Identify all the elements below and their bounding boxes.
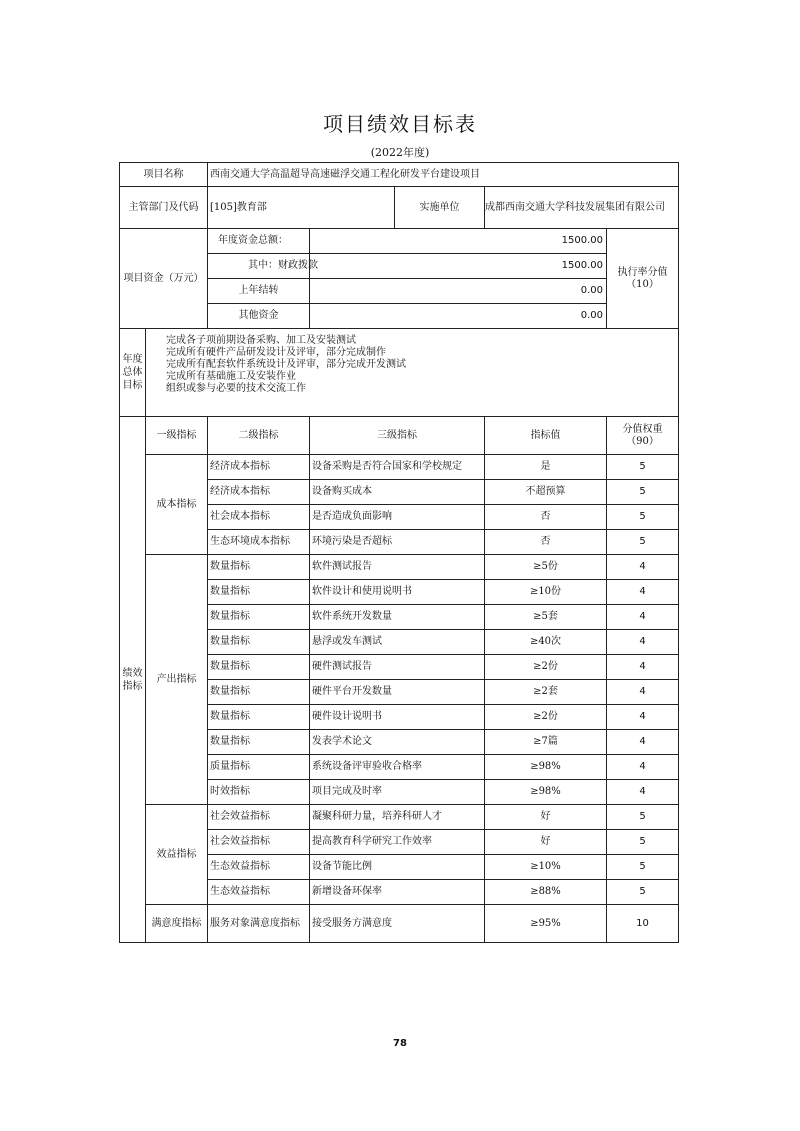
- row-level3: 项目完成及时率: [310, 780, 485, 805]
- row-weight: 4: [607, 730, 679, 755]
- row-weight: 5: [607, 855, 679, 880]
- row-level2: 经济成本指标: [208, 480, 310, 505]
- row-weight: 5: [607, 505, 679, 530]
- header-level1: 一级指标: [146, 417, 208, 455]
- row-weight: 4: [607, 705, 679, 730]
- dept-label: 主管部门及代码: [120, 187, 208, 229]
- row-level3: 设备采购是否符合国家和学校规定: [310, 455, 485, 480]
- execution-rate-value: （10）: [626, 278, 659, 290]
- group-satisfaction: 满意度指标: [146, 905, 208, 943]
- row-level2: 数量指标: [208, 630, 310, 655]
- row-weight: 4: [607, 605, 679, 630]
- row-level2: 生态效益指标: [208, 855, 310, 880]
- row-level3: 接受服务方满意度: [310, 905, 485, 943]
- execution-rate-cell: [607, 229, 679, 329]
- row-level3: 系统设备评审验收合格率: [310, 755, 485, 780]
- row-level3: 是否造成负面影响: [310, 505, 485, 530]
- row-weight: 4: [607, 680, 679, 705]
- funds-label: 项目资金（万元）: [120, 229, 208, 329]
- row-level3: 环境污染是否超标: [310, 530, 485, 555]
- page-title: 项目绩效目标表: [323, 112, 477, 136]
- row-weight: 5: [607, 480, 679, 505]
- row-level2: 生态环境成本指标: [208, 530, 310, 555]
- header-level2: 二级指标: [208, 417, 310, 455]
- row-level3: 发表学术论文: [310, 730, 485, 755]
- row-level2: 时效指标: [208, 780, 310, 805]
- funds-total-label: 年度资金总额：: [208, 229, 310, 254]
- funds-fiscal-value: 1500.00: [310, 254, 607, 279]
- goal-item: 完成所有硬件产品研发设计及评审，部分完成制作: [166, 347, 386, 358]
- annual-goals-list: [146, 329, 679, 417]
- row-level2: 质量指标: [208, 755, 310, 780]
- row-level3: 软件设计和使用说明书: [310, 580, 485, 605]
- header-level3: 三级指标: [310, 417, 485, 455]
- row-level3: 硬件设计说明书: [310, 705, 485, 730]
- row-level3: 软件测试报告: [310, 555, 485, 580]
- row-level3: 新增设备环保率: [310, 880, 485, 905]
- row-value: 不超预算: [485, 480, 607, 505]
- row-weight: 5: [607, 530, 679, 555]
- header-weight: [607, 417, 679, 455]
- row-value: ≥95%: [485, 905, 607, 943]
- group-cost: 成本指标: [146, 455, 208, 555]
- goal-item: 完成所有配套软件系统设计及评审，部分完成开发测试: [166, 359, 406, 370]
- row-level3: 凝聚科研力量，培养科研人才: [310, 805, 485, 830]
- row-value: ≥10份: [485, 580, 607, 605]
- project-name-value: 西南交通大学高温超导高速磁浮交通工程化研发平台建设项目: [208, 163, 679, 187]
- row-weight: 4: [607, 655, 679, 680]
- row-weight: 4: [607, 630, 679, 655]
- row-level2: 经济成本指标: [208, 455, 310, 480]
- row-level2: 生态效益指标: [208, 880, 310, 905]
- header-value: 指标值: [485, 417, 607, 455]
- row-weight: 4: [607, 755, 679, 780]
- row-level2: 数量指标: [208, 555, 310, 580]
- row-level2: 数量指标: [208, 730, 310, 755]
- row-level2: 数量指标: [208, 705, 310, 730]
- row-value: ≥10%: [485, 855, 607, 880]
- funds-total-value: 1500.00: [310, 229, 607, 254]
- row-value: 好: [485, 805, 607, 830]
- page-number: 78: [393, 1038, 407, 1049]
- year-label: (2022年度): [370, 146, 430, 159]
- row-level2: 社会效益指标: [208, 805, 310, 830]
- unit-label: 实施单位: [395, 187, 485, 229]
- row-level2: 社会成本指标: [208, 505, 310, 530]
- goal-item: 完成各子项前期设备采购、加工及安装测试: [166, 335, 356, 346]
- dept-value: [105]教育部: [208, 187, 395, 229]
- row-weight: 5: [607, 830, 679, 855]
- row-level3: 硬件测试报告: [310, 655, 485, 680]
- row-value: 否: [485, 530, 607, 555]
- row-value: 好: [485, 830, 607, 855]
- row-weight: 10: [607, 905, 679, 943]
- goal-item: 组织或参与必要的技术交流工作: [166, 383, 306, 394]
- row-value: ≥98%: [485, 780, 607, 805]
- funds-other-label: 其他资金: [208, 304, 310, 329]
- indicators-label: 绩效指标: [120, 417, 146, 943]
- row-weight: 4: [607, 580, 679, 605]
- row-value: ≥2份: [485, 705, 607, 730]
- row-level2: 数量指标: [208, 680, 310, 705]
- row-value: ≥5份: [485, 555, 607, 580]
- funds-fiscal-label: 其中：财政拨款: [208, 254, 310, 279]
- funds-carryover-value: 0.00: [310, 279, 607, 304]
- row-value: 是: [485, 455, 607, 480]
- row-value: ≥2份: [485, 655, 607, 680]
- goal-item: 完成所有基础施工及安装作业: [166, 371, 296, 382]
- row-weight: 4: [607, 555, 679, 580]
- row-weight: 5: [607, 880, 679, 905]
- row-value: ≥7篇: [485, 730, 607, 755]
- row-level3: 设备购买成本: [310, 480, 485, 505]
- row-level3: 硬件平台开发数量: [310, 680, 485, 705]
- funds-carryover-label: 上年结转: [208, 279, 310, 304]
- row-value: ≥5套: [485, 605, 607, 630]
- header-weight-label: 分值权重: [622, 423, 663, 435]
- row-value: ≥2套: [485, 680, 607, 705]
- unit-value: 成都西南交通大学科技发展集团有限公司: [485, 187, 679, 229]
- row-level2: 数量指标: [208, 605, 310, 630]
- annual-goals-label: 年度总体目标: [120, 329, 146, 417]
- row-level2: 社会效益指标: [208, 830, 310, 855]
- group-benefit: 效益指标: [146, 805, 208, 905]
- row-level3: 悬浮或发车测试: [310, 630, 485, 655]
- row-weight: 5: [607, 805, 679, 830]
- header-weight-total: （90）: [626, 435, 659, 447]
- execution-rate-label: 执行率分值: [617, 266, 668, 278]
- row-level3: 提高教育科学研究工作效率: [310, 830, 485, 855]
- row-value: ≥88%: [485, 880, 607, 905]
- group-output: 产出指标: [146, 555, 208, 805]
- row-weight: 5: [607, 455, 679, 480]
- row-level2: 数量指标: [208, 580, 310, 605]
- row-level2: 服务对象满意度指标: [208, 905, 310, 943]
- row-level3: 设备节能比例: [310, 855, 485, 880]
- performance-table: [119, 162, 679, 943]
- row-value: 否: [485, 505, 607, 530]
- project-name-label: 项目名称: [120, 163, 208, 187]
- row-level3: 软件系统开发数量: [310, 605, 485, 630]
- row-value: ≥98%: [485, 755, 607, 780]
- row-weight: 4: [607, 780, 679, 805]
- row-value: ≥40次: [485, 630, 607, 655]
- funds-other-value: 0.00: [310, 304, 607, 329]
- row-level2: 数量指标: [208, 655, 310, 680]
